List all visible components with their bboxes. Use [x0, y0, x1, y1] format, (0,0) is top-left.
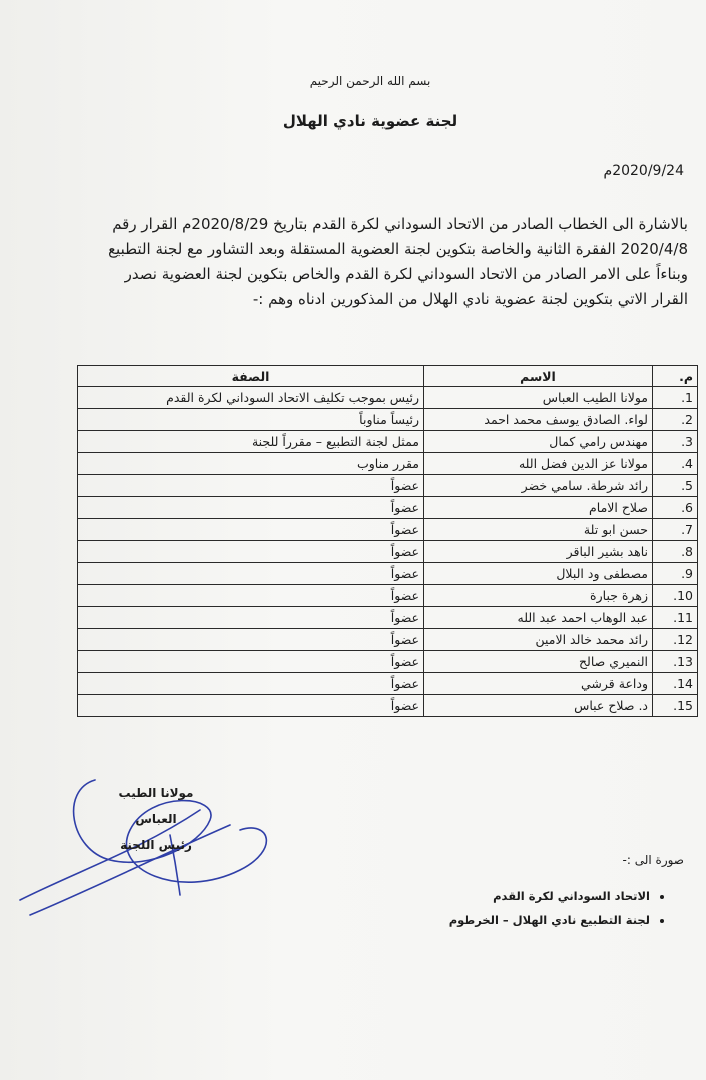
member-role: ممثل لجنة التطبيع – مقرراً للجنة	[78, 431, 424, 453]
member-name: حسن ابو تلة	[424, 519, 653, 541]
member-role: عضواً	[78, 629, 424, 651]
member-name: رائد محمد خالد الامين	[424, 629, 653, 651]
member-role: رئيس بموجب تكليف الاتحاد السوداني لكرة القدم	[78, 387, 424, 409]
member-role: عضواً	[78, 497, 424, 519]
copies-list-item: • لجنة التطبيع نادي الهلال – الخرطوم	[449, 908, 650, 932]
copies-label: صورة الى :-	[622, 853, 684, 867]
member-number: 1.	[653, 387, 698, 409]
member-number: 12.	[653, 629, 698, 651]
member-number: 2.	[653, 409, 698, 431]
members-table-body	[78, 387, 698, 717]
member-number: 6.	[653, 497, 698, 519]
table-row	[78, 519, 698, 541]
table-row	[78, 629, 698, 651]
member-name: مصطفى ود البلال	[424, 563, 653, 585]
member-name: لواء. الصادق يوسف محمد احمد	[424, 409, 653, 431]
member-name: صلاح الامام	[424, 497, 653, 519]
member-role: عضواً	[78, 651, 424, 673]
signatory-title: رئيس اللجنة	[120, 838, 192, 852]
table-row	[78, 585, 698, 607]
table-row	[78, 563, 698, 585]
document-date: 2020/9/24م	[603, 163, 684, 179]
member-role: عضواً	[78, 519, 424, 541]
member-name: ناهد بشير الباقر	[424, 541, 653, 563]
body-line: 2020/4/8 الفقرة الثانية والخاصة بتكوين لجنة العضوية المستقلة وبعد التشاور مع لجنة التطبيع	[108, 240, 688, 258]
member-number: 10.	[653, 585, 698, 607]
member-number: 15.	[653, 695, 698, 717]
member-name: وداعة قرشي	[424, 673, 653, 695]
table-row	[78, 607, 698, 629]
member-role: رئيساً مناوباً	[78, 409, 424, 431]
member-number: 3.	[653, 431, 698, 453]
member-name: مهندس رامي كمال	[424, 431, 653, 453]
member-number: 4.	[653, 453, 698, 475]
member-name: مولانا عز الدين فضل الله	[424, 453, 653, 475]
member-number: 13.	[653, 651, 698, 673]
column-header-number: م.	[653, 366, 698, 387]
column-header-role: الصفة	[78, 366, 424, 387]
copies-list	[449, 884, 666, 932]
bismillah-heading: بسم الله الرحمن الرحيم	[309, 74, 431, 88]
body-line: القرار الاتي بتكوين لجنة عضوية نادي الهلال من المذكورين ادناه وهم :-	[252, 290, 688, 308]
signature-block	[96, 780, 216, 858]
table-row	[78, 541, 698, 563]
member-role: عضواً	[78, 695, 424, 717]
table-row	[78, 695, 698, 717]
member-role: عضواً	[78, 673, 424, 695]
member-role: عضواً	[78, 585, 424, 607]
table-row	[78, 409, 698, 431]
member-name: مولانا الطيب العباس	[424, 387, 653, 409]
member-name: عبد الوهاب احمد عبد الله	[424, 607, 653, 629]
table-row	[78, 673, 698, 695]
member-number: 14.	[653, 673, 698, 695]
signatory-name: مولانا الطيب العباس	[118, 786, 194, 826]
member-number: 9.	[653, 563, 698, 585]
column-header-name: الاسم	[424, 366, 653, 387]
members-table	[77, 365, 698, 717]
table-row	[78, 431, 698, 453]
member-role: مقرر مناوب	[78, 453, 424, 475]
table-row	[78, 497, 698, 519]
member-number: 11.	[653, 607, 698, 629]
table-row	[78, 453, 698, 475]
member-role: عضواً	[78, 607, 424, 629]
member-role: عضواً	[78, 475, 424, 497]
member-name: رائد شرطة. سامي خضر	[424, 475, 653, 497]
member-number: 7.	[653, 519, 698, 541]
document-title: لجنة عضوية نادي الهلال	[282, 112, 458, 130]
copies-list-item: • الاتحاد السوداني لكرة القدم	[449, 884, 650, 908]
member-name: زهرة جبارة	[424, 585, 653, 607]
table-header-row	[78, 366, 698, 387]
member-number: 5.	[653, 475, 698, 497]
table-row	[78, 387, 698, 409]
member-role: عضواً	[78, 563, 424, 585]
member-name: د. صلاح عباس	[424, 695, 653, 717]
body-line: وبناءاً على الامر الصادر من الاتحاد السوداني لكرة القدم والخاص بتكوين لجنة العضوية نصدر	[124, 265, 688, 283]
table-row	[78, 475, 698, 497]
member-role: عضواً	[78, 541, 424, 563]
member-name: النميري صالح	[424, 651, 653, 673]
member-number: 8.	[653, 541, 698, 563]
body-paragraph	[52, 212, 688, 312]
body-line: بالاشارة الى الخطاب الصادر من الاتحاد السوداني لكرة القدم بتاريخ 2020/8/29م القرار رقم	[112, 215, 688, 233]
table-row	[78, 651, 698, 673]
